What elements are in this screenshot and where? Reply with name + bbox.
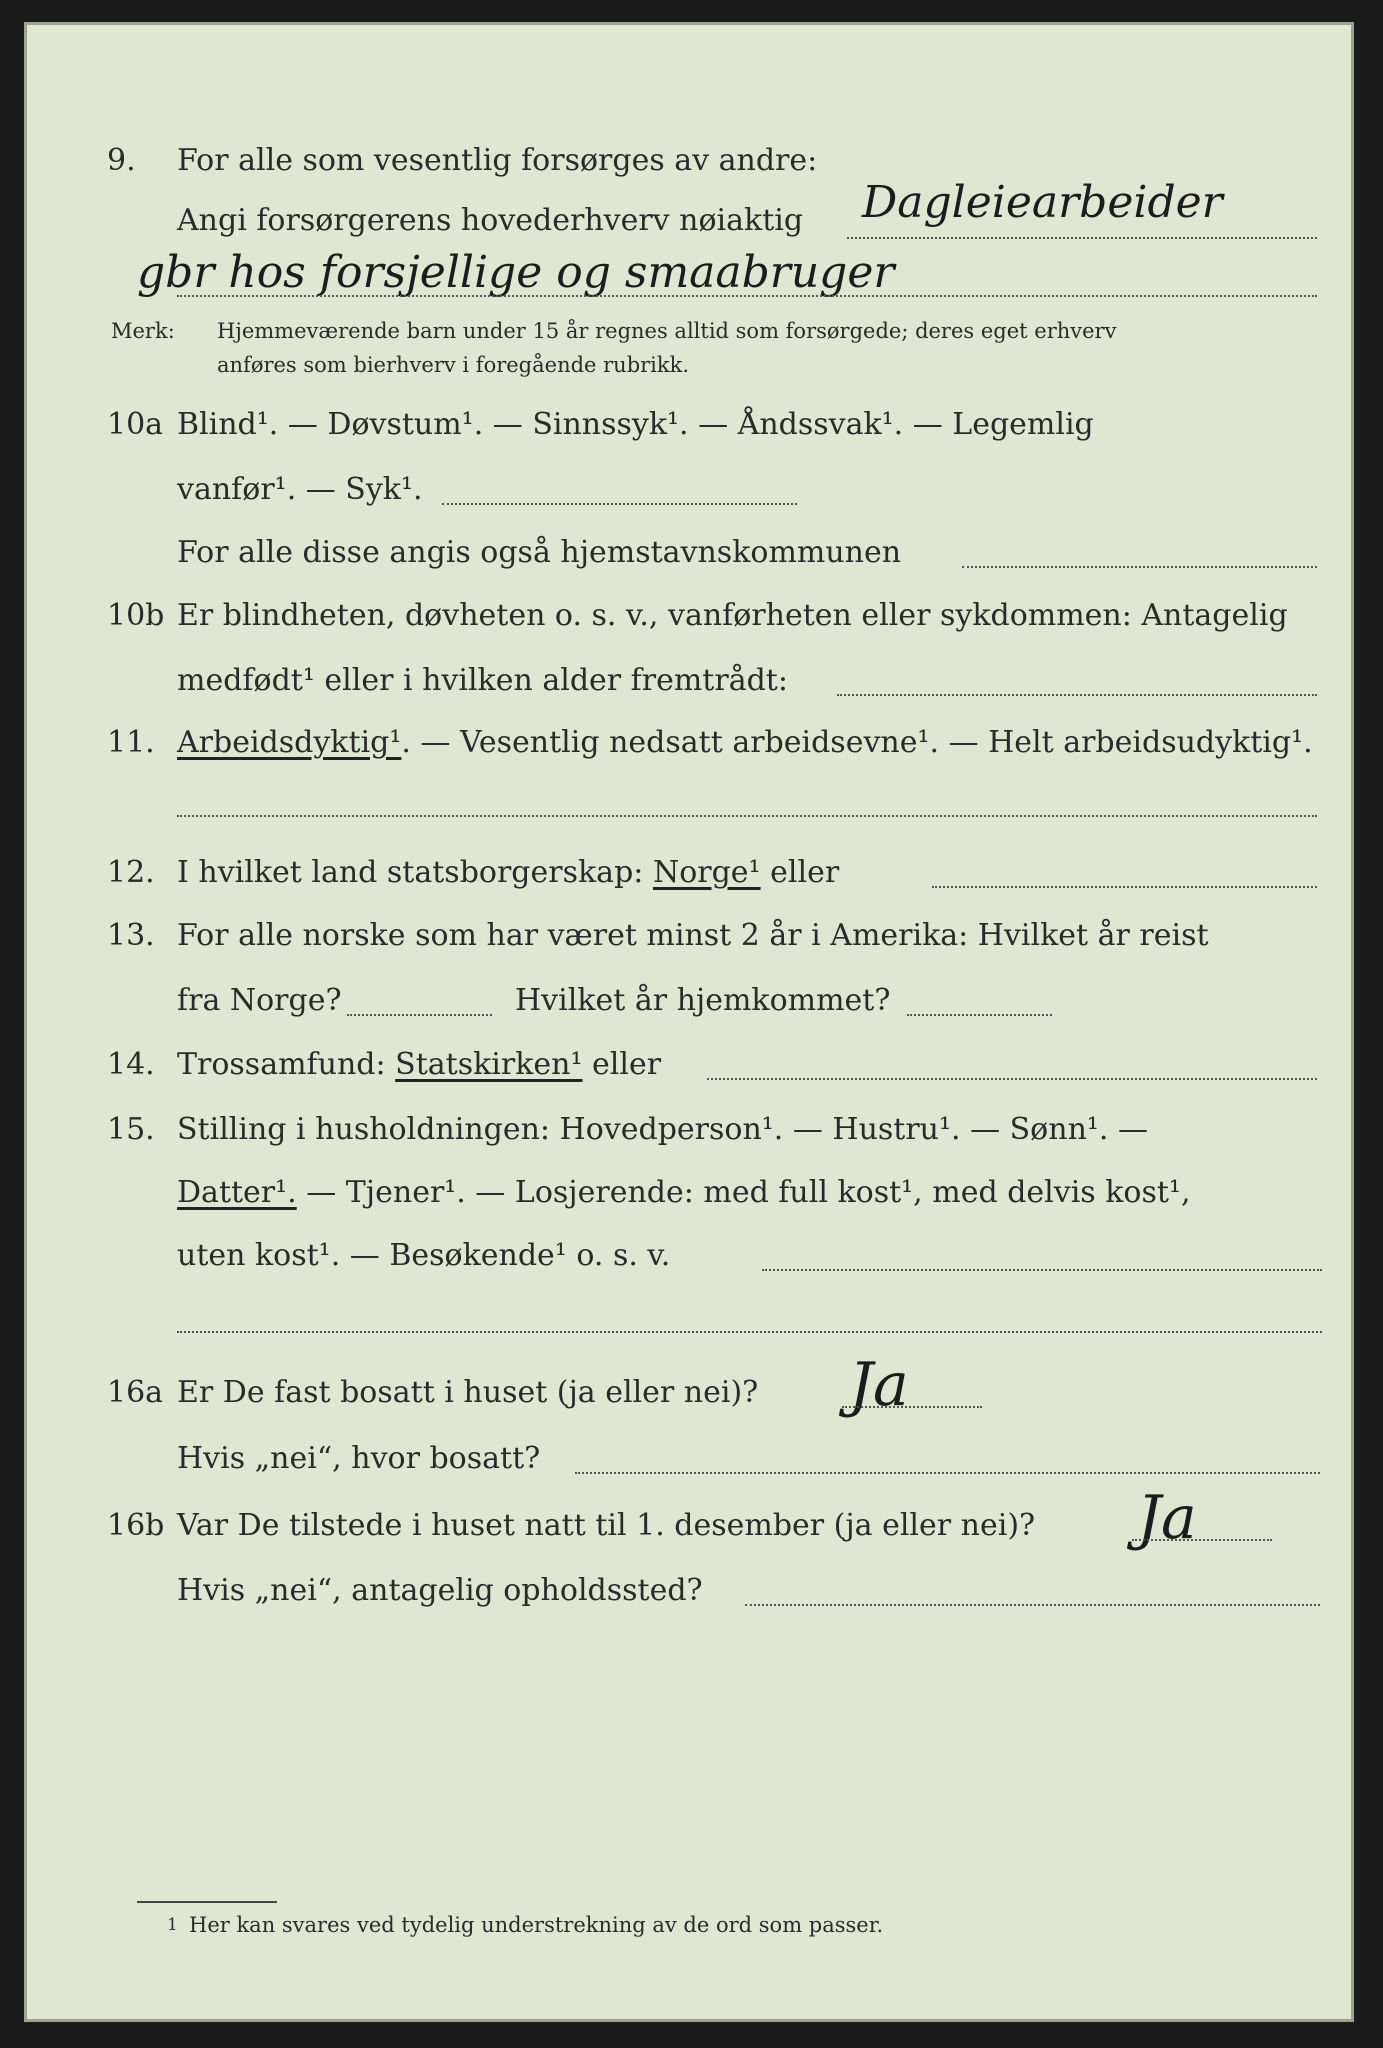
q15-fill-line-2: [177, 1331, 1322, 1333]
q15-number: 15.: [107, 1112, 155, 1147]
q10a-fill-line-1: [442, 503, 797, 505]
q12-fill-line: [932, 886, 1317, 888]
q11-line: [177, 725, 1313, 760]
q16b-fill-line-1: [1132, 1539, 1272, 1541]
q12-underlined-answer: Norge¹: [652, 855, 761, 890]
q9-note-label: Merk:: [111, 319, 175, 343]
q9-fill-line-2: [177, 295, 1317, 297]
q15-underlined-answer: Datter¹.: [177, 1175, 297, 1210]
q13-fill-line-1: [347, 1014, 492, 1016]
q16b-handwritten-answer: Ja: [1137, 1483, 1197, 1553]
q10a-number: 10a: [107, 407, 164, 442]
q10b-line1: Er blindheten, døvheten o. s. v., vanførheten eller sykdommen: Antagelig: [177, 598, 1288, 633]
q15-line1: Stilling i husholdningen: Hovedperson¹. — Hustru¹. — Sønn¹. —: [177, 1112, 1148, 1147]
q9-note-line1: Hjemmeværende barn under 15 år regnes alltid som forsørgede; deres eget erhverv: [217, 319, 1117, 343]
q13-fill-line-2: [907, 1014, 1052, 1016]
q13-number: 13.: [107, 918, 155, 953]
q12-pre: I hvilket land statsborgerskap:: [177, 855, 644, 890]
q16a-number: 16a: [107, 1375, 164, 1410]
q16b-line2: Hvis „nei“, antagelig opholdssted?: [177, 1573, 703, 1608]
q16b-fill-line-2: [745, 1604, 1320, 1606]
q9-number: 9.: [107, 143, 136, 178]
q14-pre: Trossamfund:: [177, 1047, 386, 1082]
footnote-mark: 1: [167, 1915, 178, 1935]
footnote-rule: [137, 1901, 277, 1903]
q14-fill-line: [707, 1078, 1317, 1080]
q15-line2: [177, 1175, 1190, 1210]
q16a-fill-line-2: [575, 1472, 1320, 1474]
q11-underlined-answer: Arbeidsdyktig¹: [177, 725, 402, 760]
q13-line2a: fra Norge?: [177, 983, 342, 1018]
q9-handwritten-detail: gbr hos forsjellige og smaabruger: [137, 247, 895, 298]
q11-rest: . — Vesentlig nedsatt arbeidsevne¹. — Helt arbeidsudyktig¹.: [401, 725, 1313, 760]
q15-line2-rest: — Tjener¹. — Losjerende: med full kost¹, med delvis kost¹,: [306, 1175, 1191, 1210]
q16b-number: 16b: [107, 1508, 165, 1543]
q13-line2b: Hvilket år hjemkommet?: [515, 983, 891, 1018]
q9-line1: For alle som vesentlig forsørges av andre:: [177, 143, 818, 178]
q11-fill-line: [177, 815, 1317, 817]
q16b-line1: Var De tilstede i huset natt til 1. desember (ja eller nei)?: [177, 1508, 1036, 1543]
q14-post: eller: [592, 1047, 662, 1082]
q9-note-line2: anføres som bierhverv i foregående rubrikk.: [217, 353, 690, 377]
q10b-number: 10b: [107, 598, 165, 633]
q10a-line3: For alle disse angis også hjemstavnskommunen: [177, 535, 902, 570]
q16a-line2: Hvis „nei“, hvor bosatt?: [177, 1441, 541, 1476]
q9-line2: Angi forsørgerens hovederhverv nøiaktig: [177, 203, 804, 238]
q9-fill-line-1: [847, 237, 1317, 239]
q15-fill-line-1: [762, 1269, 1322, 1271]
q11-number: 11.: [107, 725, 155, 760]
q16a-handwritten-answer: Ja: [849, 1350, 909, 1420]
q10b-fill-line: [837, 694, 1317, 696]
q10a-line1: Blind¹. — Døvstum¹. — Sinnssyk¹. — Åndssvak¹. — Legemlig: [177, 407, 1094, 442]
q12-post: eller: [770, 855, 840, 890]
q16a-fill-line-1: [842, 1406, 982, 1408]
census-form-page: [24, 22, 1354, 2022]
footnote-text: Her kan svares ved tydelig understrekning av de ord som passer.: [189, 1913, 884, 1937]
q14-line: [177, 1047, 661, 1082]
q15-line3: uten kost¹. — Besøkende¹ o. s. v.: [177, 1238, 671, 1273]
q10a-fill-line-2: [962, 566, 1317, 568]
q14-number: 14.: [107, 1047, 155, 1082]
q10a-line2: vanfør¹. — Syk¹.: [177, 472, 423, 507]
q10b-line2: medfødt¹ eller i hvilken alder fremtrådt:: [177, 663, 788, 698]
q16a-line1: Er De fast bosatt i huset (ja eller nei)?: [177, 1375, 759, 1410]
q14-underlined-answer: Statskirken¹: [395, 1047, 583, 1082]
q12-line: [177, 855, 839, 890]
q13-line1: For alle norske som har været minst 2 år i Amerika: Hvilket år reist: [177, 918, 1209, 953]
q12-number: 12.: [107, 855, 155, 890]
q9-handwritten-occupation: Dagleiearbeider: [862, 177, 1223, 228]
